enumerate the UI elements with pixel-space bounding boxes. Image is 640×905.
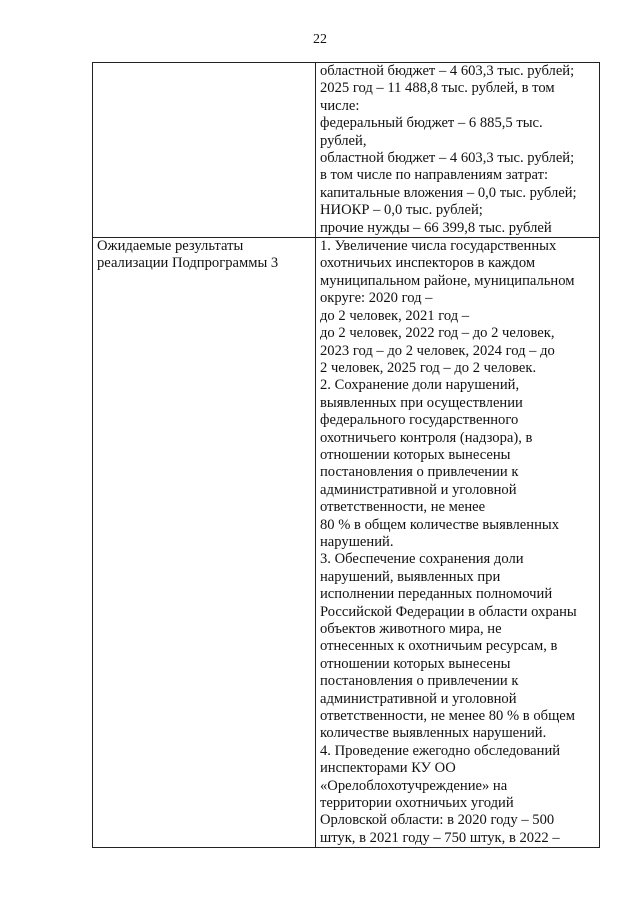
table-row-expected-results	[93, 238, 600, 848]
row1-left-cell	[93, 63, 316, 238]
text-line: областной бюджет – 4 603,3 тыс. рублей;	[320, 150, 575, 167]
text-line: областной бюджет – 4 603,3 тыс. рублей;	[320, 63, 575, 79]
text-line: отношении которых вынесены	[320, 655, 511, 672]
text-line: федерального государственного	[320, 412, 519, 429]
text-line: выявленных при осуществлении	[320, 394, 523, 411]
row2-content-cell	[316, 238, 600, 848]
text-line: ответственности, не менее 80 % в общем	[320, 708, 576, 725]
text-line: объектов животного мира, не	[320, 621, 502, 637]
text-line: территории охотничьих угодий	[320, 795, 514, 812]
text-line: федеральный бюджет – 6 885,5 тыс.	[320, 115, 543, 132]
text-line: инспекторами КУ ОО	[320, 760, 456, 777]
text-line: Российской Федерации в области охраны	[320, 603, 577, 620]
text-line: административной и уголовной	[320, 481, 517, 498]
row2-label-cell	[93, 238, 316, 848]
text-line: 3. Обеспечение сохранения доли	[320, 551, 524, 568]
text-line: отношении которых вынесены	[320, 446, 511, 463]
text-line: 1. Увеличение числа государственных	[320, 238, 557, 255]
text-line: «Орелоблохотучреждение» на	[320, 777, 508, 794]
text-line: в том числе по направлениям затрат:	[320, 167, 549, 184]
text-line: прочие нужды – 66 399,8 тыс. рублей	[320, 219, 552, 236]
text-line: нарушений, выявленных при	[320, 568, 501, 585]
row-label-line: реализации Подпрограммы 3	[97, 255, 279, 272]
text-line: 80 % в общем количестве выявленных	[320, 516, 560, 533]
text-line: Орловской области: в 2020 году – 500	[320, 812, 555, 829]
passport-table	[92, 62, 600, 848]
text-line: отнесенных к охотничьим ресурсам, в	[320, 638, 558, 655]
text-line: 4. Проведение ежегодно обследований	[320, 742, 561, 759]
row1-right-cell	[316, 63, 600, 238]
text-line: до 2 человек, 2021 год –	[320, 307, 470, 324]
text-line: НИОКР – 0,0 тыс. рублей;	[320, 202, 483, 219]
text-line: 2 человек, 2025 год – до 2 человек.	[320, 359, 537, 376]
text-line: округе: 2020 год –	[320, 290, 433, 307]
row-label-line: Ожидаемые результаты	[97, 238, 244, 255]
text-line: постановления о привлечении к	[320, 464, 519, 481]
text-line: рублей,	[320, 132, 367, 149]
text-line: 2. Сохранение доли нарушений,	[320, 377, 520, 394]
text-line: 2025 год – 11 488,8 тыс. рублей, в том	[320, 80, 555, 97]
text-line: охотничьего контроля (надзора), в	[320, 429, 533, 446]
text-line: постановления о привлечении к	[320, 673, 519, 690]
table-row-funding	[93, 63, 600, 238]
text-line: количестве выявленных нарушений.	[320, 725, 547, 742]
text-line: исполнении переданных полномочий	[320, 586, 553, 603]
text-line: капитальные вложения – 0,0 тыс. рублей;	[320, 184, 577, 201]
text-line: 2023 год – до 2 человек, 2024 год – до	[320, 342, 555, 359]
text-line: штук, в 2021 году – 750 штук, в 2022 –	[320, 829, 560, 846]
text-line: ответственности, не менее	[320, 499, 486, 516]
text-line: охотничьих инспекторов в каждом	[320, 255, 536, 272]
text-line: числе:	[320, 97, 360, 114]
page-number: 22	[313, 32, 327, 47]
text-line: до 2 человек, 2022 год – до 2 человек,	[320, 325, 555, 342]
text-line: муниципальном районе, муниципальном	[320, 272, 575, 289]
text-line: нарушений.	[320, 533, 394, 550]
text-line: административной и уголовной	[320, 690, 517, 707]
